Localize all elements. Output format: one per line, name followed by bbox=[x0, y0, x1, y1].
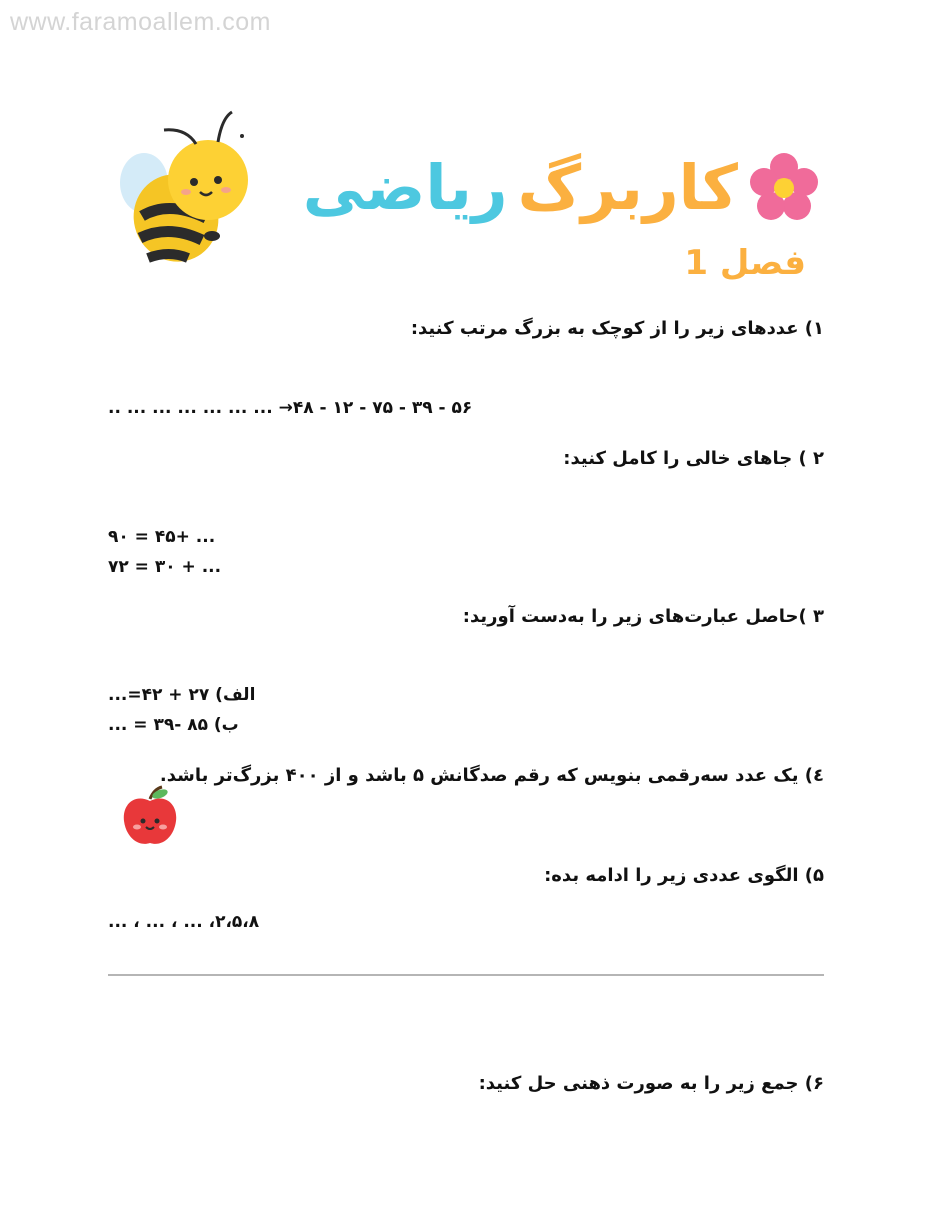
apple-icon bbox=[120, 785, 180, 847]
question-1-answer: ۵۶ - ۳۹ - ۷۵ - ۱۲ - ۴۸→ ... ... ... ... ... ... .. bbox=[108, 398, 473, 418]
question-6: ۶) جمع زیر را به صورت ذهنی حل کنید: bbox=[478, 1073, 824, 1094]
watermark: www.faramoallem.com bbox=[10, 8, 271, 36]
bee-icon bbox=[114, 108, 254, 273]
question-2-answer-2: ... + ۳۰ = ۷۲ bbox=[108, 557, 222, 577]
divider bbox=[108, 974, 824, 976]
question-3-answer-a: الف) ۲۷ + ۴۲=... bbox=[108, 685, 256, 705]
question-4: ٤) یک عدد سه‌رقمی بنویس که رقم صدگانش ۵ باشد و از ۴۰۰ بزرگ‌تر باشد. bbox=[159, 765, 824, 786]
chapter-label: فصل 1 bbox=[684, 243, 806, 283]
question-1: ۱) عددهای زیر را از کوچک به بزرگ مرتب کنید: bbox=[410, 318, 824, 339]
question-2: ۲ ) جاهای خالی را کامل کنید: bbox=[563, 448, 824, 469]
worksheet-title bbox=[290, 140, 820, 235]
question-5-answer: ۲،۵،۸، ... ، ... ، ... bbox=[108, 912, 260, 932]
title-orange: کاربرگ bbox=[517, 151, 738, 224]
question-3: ۳ )حاصل عبارت‌های زیر را به‌دست آورید: bbox=[462, 606, 824, 627]
title-blue: ریاضی bbox=[302, 151, 508, 224]
question-5: ۵) الگوی عددی زیر را ادامه بده: bbox=[544, 865, 824, 886]
question-3-answer-b: ب) ۸۵ -۳۹ = ... bbox=[108, 715, 239, 735]
flower-icon bbox=[748, 152, 820, 224]
question-2-answer-1: ... +۴۵ = ۹۰ bbox=[108, 527, 216, 547]
